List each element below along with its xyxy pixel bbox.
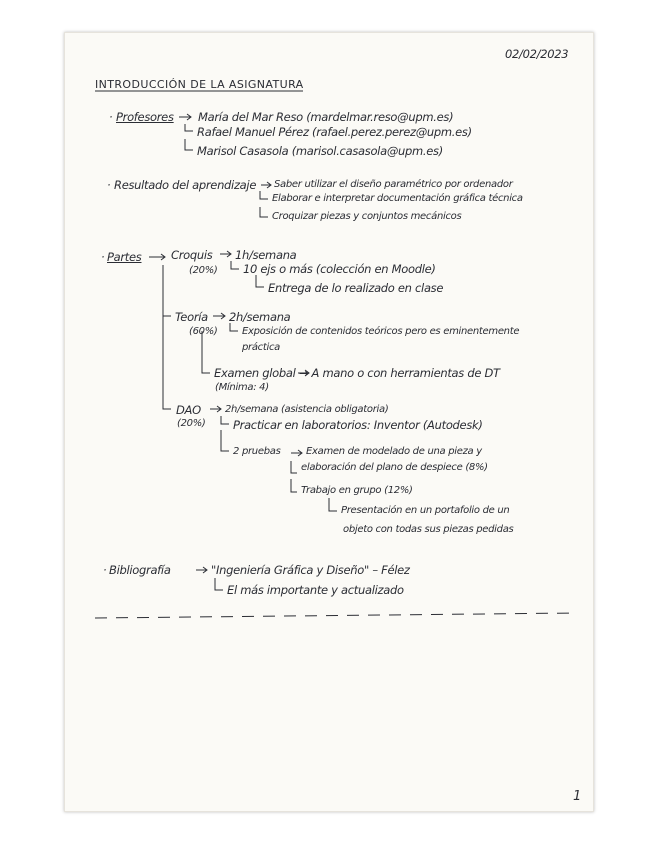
resultado-item: Saber utilizar el diseño paramétrico por ordenador — [274, 179, 513, 190]
dao-weight: (20%) — [177, 418, 206, 429]
section-bibliografia-label: Bibliografía — [109, 563, 171, 577]
profesor-item: María del Mar Reso (mardelmar.reso@upm.es) — [198, 110, 454, 124]
dao-label: DAO — [176, 403, 201, 417]
resultado-item: Elaborar e interpretar documentación gráfica técnica — [272, 193, 523, 204]
page-title: INTRODUCCIÓN DE LA ASIGNATURA — [95, 78, 304, 91]
notebook-page — [64, 32, 594, 812]
croquis-item: Entrega de lo realizado en clase — [268, 281, 444, 295]
croquis-weight: (20%) — [189, 265, 218, 276]
dao-presentacion: objeto con todas sus piezas pedidas — [343, 524, 514, 535]
dao-examen: elaboración del plano de despiece (8%) — [301, 462, 488, 473]
croquis-label: Croquis — [171, 248, 213, 262]
section-bibliografia-bullet: · — [103, 563, 107, 577]
teoria-weight: (60%) — [189, 326, 218, 337]
bibliografia-book: "Ingeniería Gráfica y Diseño" – Félez — [211, 563, 410, 577]
croquis-hours: 1h/semana — [235, 248, 297, 262]
teoria-exam-note: (Mínima: 4) — [215, 382, 269, 393]
teoria-exam: Examen global → A mano o con herramientas de DT — [214, 366, 500, 380]
teoria-hours: 2h/semana — [229, 310, 291, 324]
teoria-item: Exposición de contenidos teóricos pero es eminentemente — [242, 326, 520, 337]
section-profesores-label: Profesores — [116, 110, 174, 124]
croquis-item: 10 ejs o más (colección en Moodle) — [243, 262, 436, 276]
profesor-item: Marisol Casasola (marisol.casasola@upm.es) — [197, 144, 443, 158]
dao-pruebas: 2 pruebas — [233, 446, 281, 457]
resultado-item: Croquizar piezas y conjuntos mecánicos — [272, 211, 462, 222]
page-number: 1 — [573, 789, 581, 804]
section-partes-bullet: · — [101, 250, 105, 264]
page-date: 02/02/2023 — [505, 47, 569, 61]
dao-practicar: Practicar en laboratorios: Inventor (Autodesk) — [233, 418, 483, 432]
dao-trabajo: Trabajo en grupo (12%) — [301, 485, 413, 496]
teoria-item: práctica — [242, 342, 281, 353]
section-resultado-bullet: · — [107, 178, 111, 192]
dao-examen: Examen de modelado de una pieza y — [306, 446, 482, 457]
dao-hours: 2h/semana (asistencia obligatoria) — [225, 404, 389, 415]
section-profesores-bullet: · — [109, 110, 113, 124]
section-partes-label: Partes — [107, 250, 142, 264]
section-resultado-label: Resultado del aprendizaje — [114, 178, 257, 192]
profesor-item: Rafael Manuel Pérez (rafael.perez.perez@upm.es) — [197, 125, 472, 139]
teoria-label: Teoría — [175, 310, 208, 324]
bibliografia-note: El más importante y actualizado — [227, 583, 404, 597]
dao-presentacion: Presentación en un portafolio de un — [341, 505, 510, 516]
